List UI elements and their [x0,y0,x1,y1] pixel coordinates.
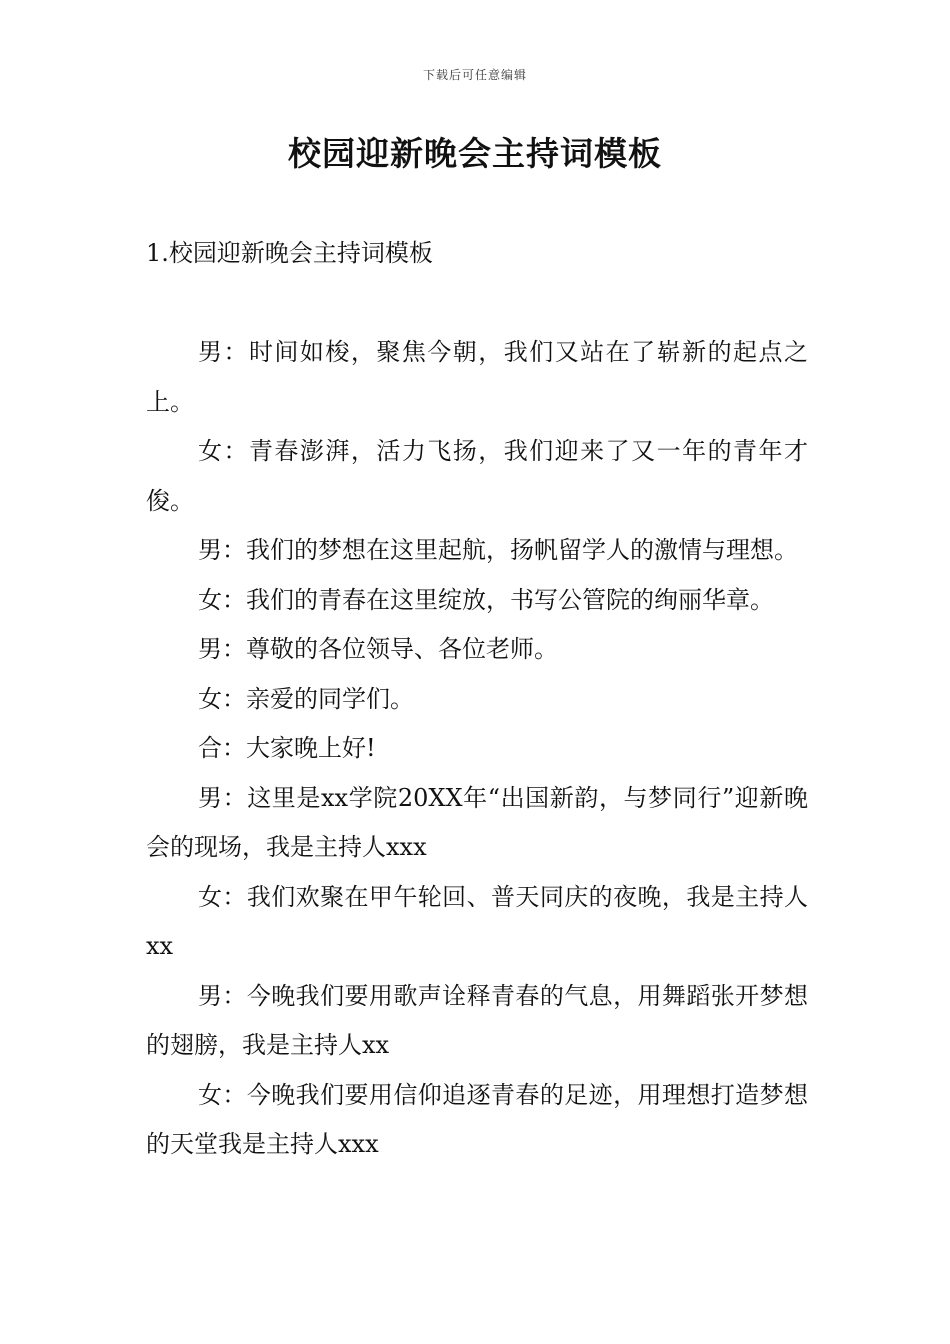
dialogue-paragraph: 男：尊敬的各位领导、各位老师。 [198,635,558,663]
dialogue-paragraph: 合：大家晚上好! [198,734,376,762]
dialogue-paragraph: 女：今晚我们要用信仰追逐青春的足迹，用理想打造梦想的天堂我是主持人xxx [146,1080,808,1158]
dialogue-paragraph: 女：我们欢聚在甲午轮回、普天同庆的夜晚，我是主持人xx [146,882,808,960]
document-title: 校园迎新晚会主持词模板 [288,134,662,173]
dialogue-paragraph: 男：今晚我们要用歌声诠释青春的气息，用舞蹈张开梦想的翅膀，我是主持人xx [146,981,808,1059]
dialogue-paragraph: 男：时间如梭，聚焦今朝，我们又站在了崭新的起点之上。 [146,338,808,416]
dialogue-paragraph: 女：青春澎湃，活力飞扬，我们迎来了又一年的青年才俊。 [146,437,808,515]
dialogue-paragraph: 女：我们的青春在这里绽放，书写公管院的绚丽华章。 [198,585,774,614]
dialogue-paragraph: 男：我们的梦想在这里起航，扬帆留学人的激情与理想。 [198,536,798,564]
dialogue-paragraph: 男：这里是xx学院20XX年“出国新韵，与梦同行”迎新晚会的现场，我是主持人xxx [146,783,808,861]
dialogue-paragraph: 女：亲爱的同学们。 [198,684,414,713]
document-body [146,328,808,1170]
header-note: 下载后可任意编辑 [422,68,527,82]
section-heading: 1.校园迎新晚会主持词模板 [146,239,433,267]
